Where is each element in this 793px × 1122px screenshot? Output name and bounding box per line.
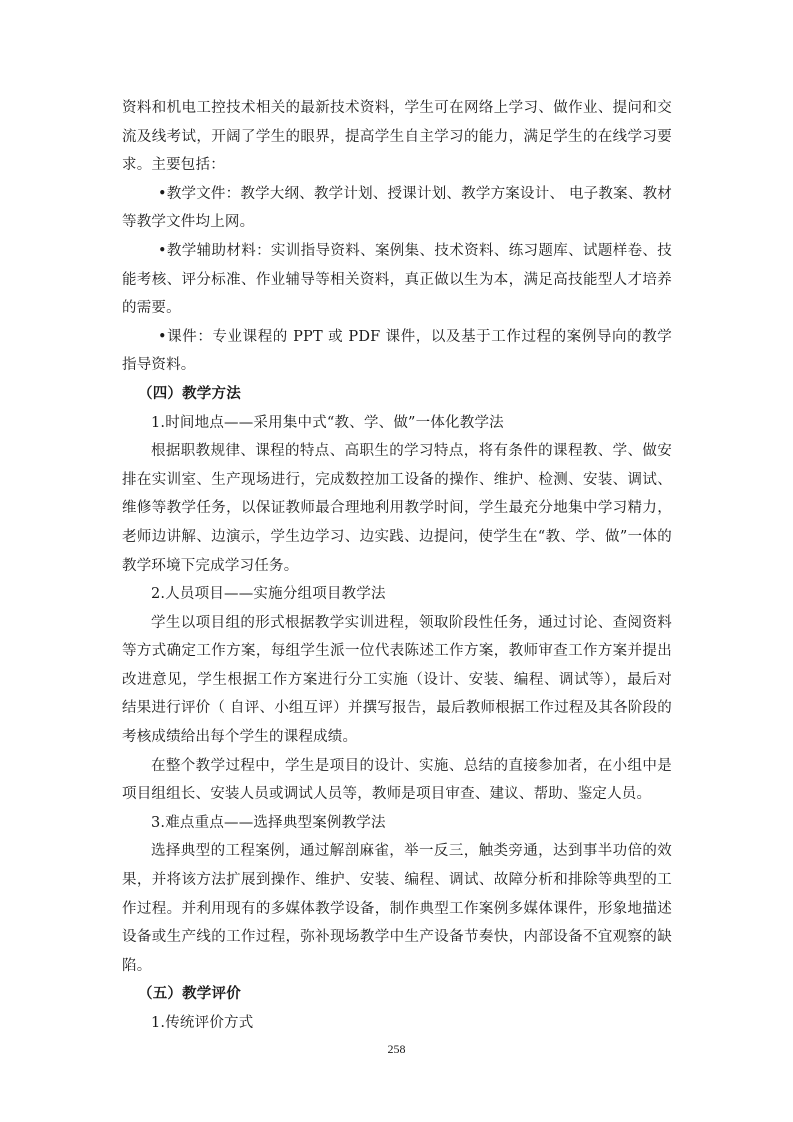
paragraph-time-place: 根据职教规律、课程的特点、高职生的学习特点，将有条件的课程教、学、做安排在实训室、生产现场进行，完成数控加工设备的操作、维护、检测、安装、调试、维修等教学任务，以保证教师最合理地利用教学时间，学生最充分地集中学习精力，老师边讲解、边演示，学生边学习、边实践、边提问，使学生在“教、学、做”一体的教学环境下完成学习任务。: [122, 443, 672, 574]
subheading-time-place: 1.时间地点——采用集中式“教、学、做”一体化教学法: [151, 414, 504, 431]
subheading-case-method: 3.难点重点——选择典型案例教学法: [151, 814, 386, 831]
paragraph-case-method: 选择典型的工程案例，通过解剖麻雀，举一反三，触类旁通，达到事半功倍的效果，并将该方法扩展到操作、维护、安装、编程、调试、故障分析和排除等典型的工作过程。并利用现有的多媒体教学设备，制作典型工作案例多媒体课件，形象地描述设备或生产线的工作过程，弥补现场教学中生产设备节奏快，内部设备不宜观察的缺陷。: [122, 843, 672, 974]
bullet-auxiliary-materials: •教学辅助材料：实训指导资料、案例集、技术资料、练习题库、试题样卷、技能考核、评分标准、作业辅导等相关资料，真正做以生为本，满足高技能型人才培养的需要。: [122, 242, 672, 317]
paragraph-group-roles: 在整个教学过程中，学生是项目的设计、实施、总结的直接参加者，在小组中是项目组组长、安装人员或调试人员等，教师是项目审查、建议、帮助、鉴定人员。: [122, 757, 672, 803]
section-heading-teaching-evaluation: （五）教学评价: [138, 985, 241, 1003]
subheading-traditional-evaluation: 1.传统评价方式: [151, 1015, 254, 1031]
bullet-courseware: •课件：专业课程的 PPT 或 PDF 课件，以及基于工作过程的案例导向的教学指导资料。: [122, 328, 672, 374]
page-number: 258: [387, 1042, 406, 1056]
bullet-teaching-documents: •教学文件：教学大纲、教学计划、授课计划、教学方案设计、 电子教案、教材等教学文件均上网。: [122, 185, 672, 231]
paragraph-online-resources: 资料和机电工控技术相关的最新技术资料，学生可在网络上学习、做作业、提问和交流及线考试，开阔了学生的眼界，提高学生自主学习的能力，满足学生的在线学习要求。主要包括：: [122, 100, 672, 174]
paragraph-group-project: 学生以项目组的形式根据教学实训进程，领取阶段性任务，通过讨论、查阅资料等方式确定工作方案，每组学生派一位代表陈述工作方案，教师审查工作方案并提出改进意见，学生根据工作方案进行分工实施（设计、安装、编程、调试等），最后对结果进行评价（ 自评、小组互评）并撰写报告，最后教师根据工作过程及其各阶段的考核成绩给出每个学生的课程成绩。: [122, 614, 672, 746]
section-heading-teaching-methods: （四）教学方法: [138, 384, 241, 402]
subheading-group-project: 2.人员项目——实施分组项目教学法: [151, 586, 386, 603]
page-content: [122, 94, 672, 1038]
